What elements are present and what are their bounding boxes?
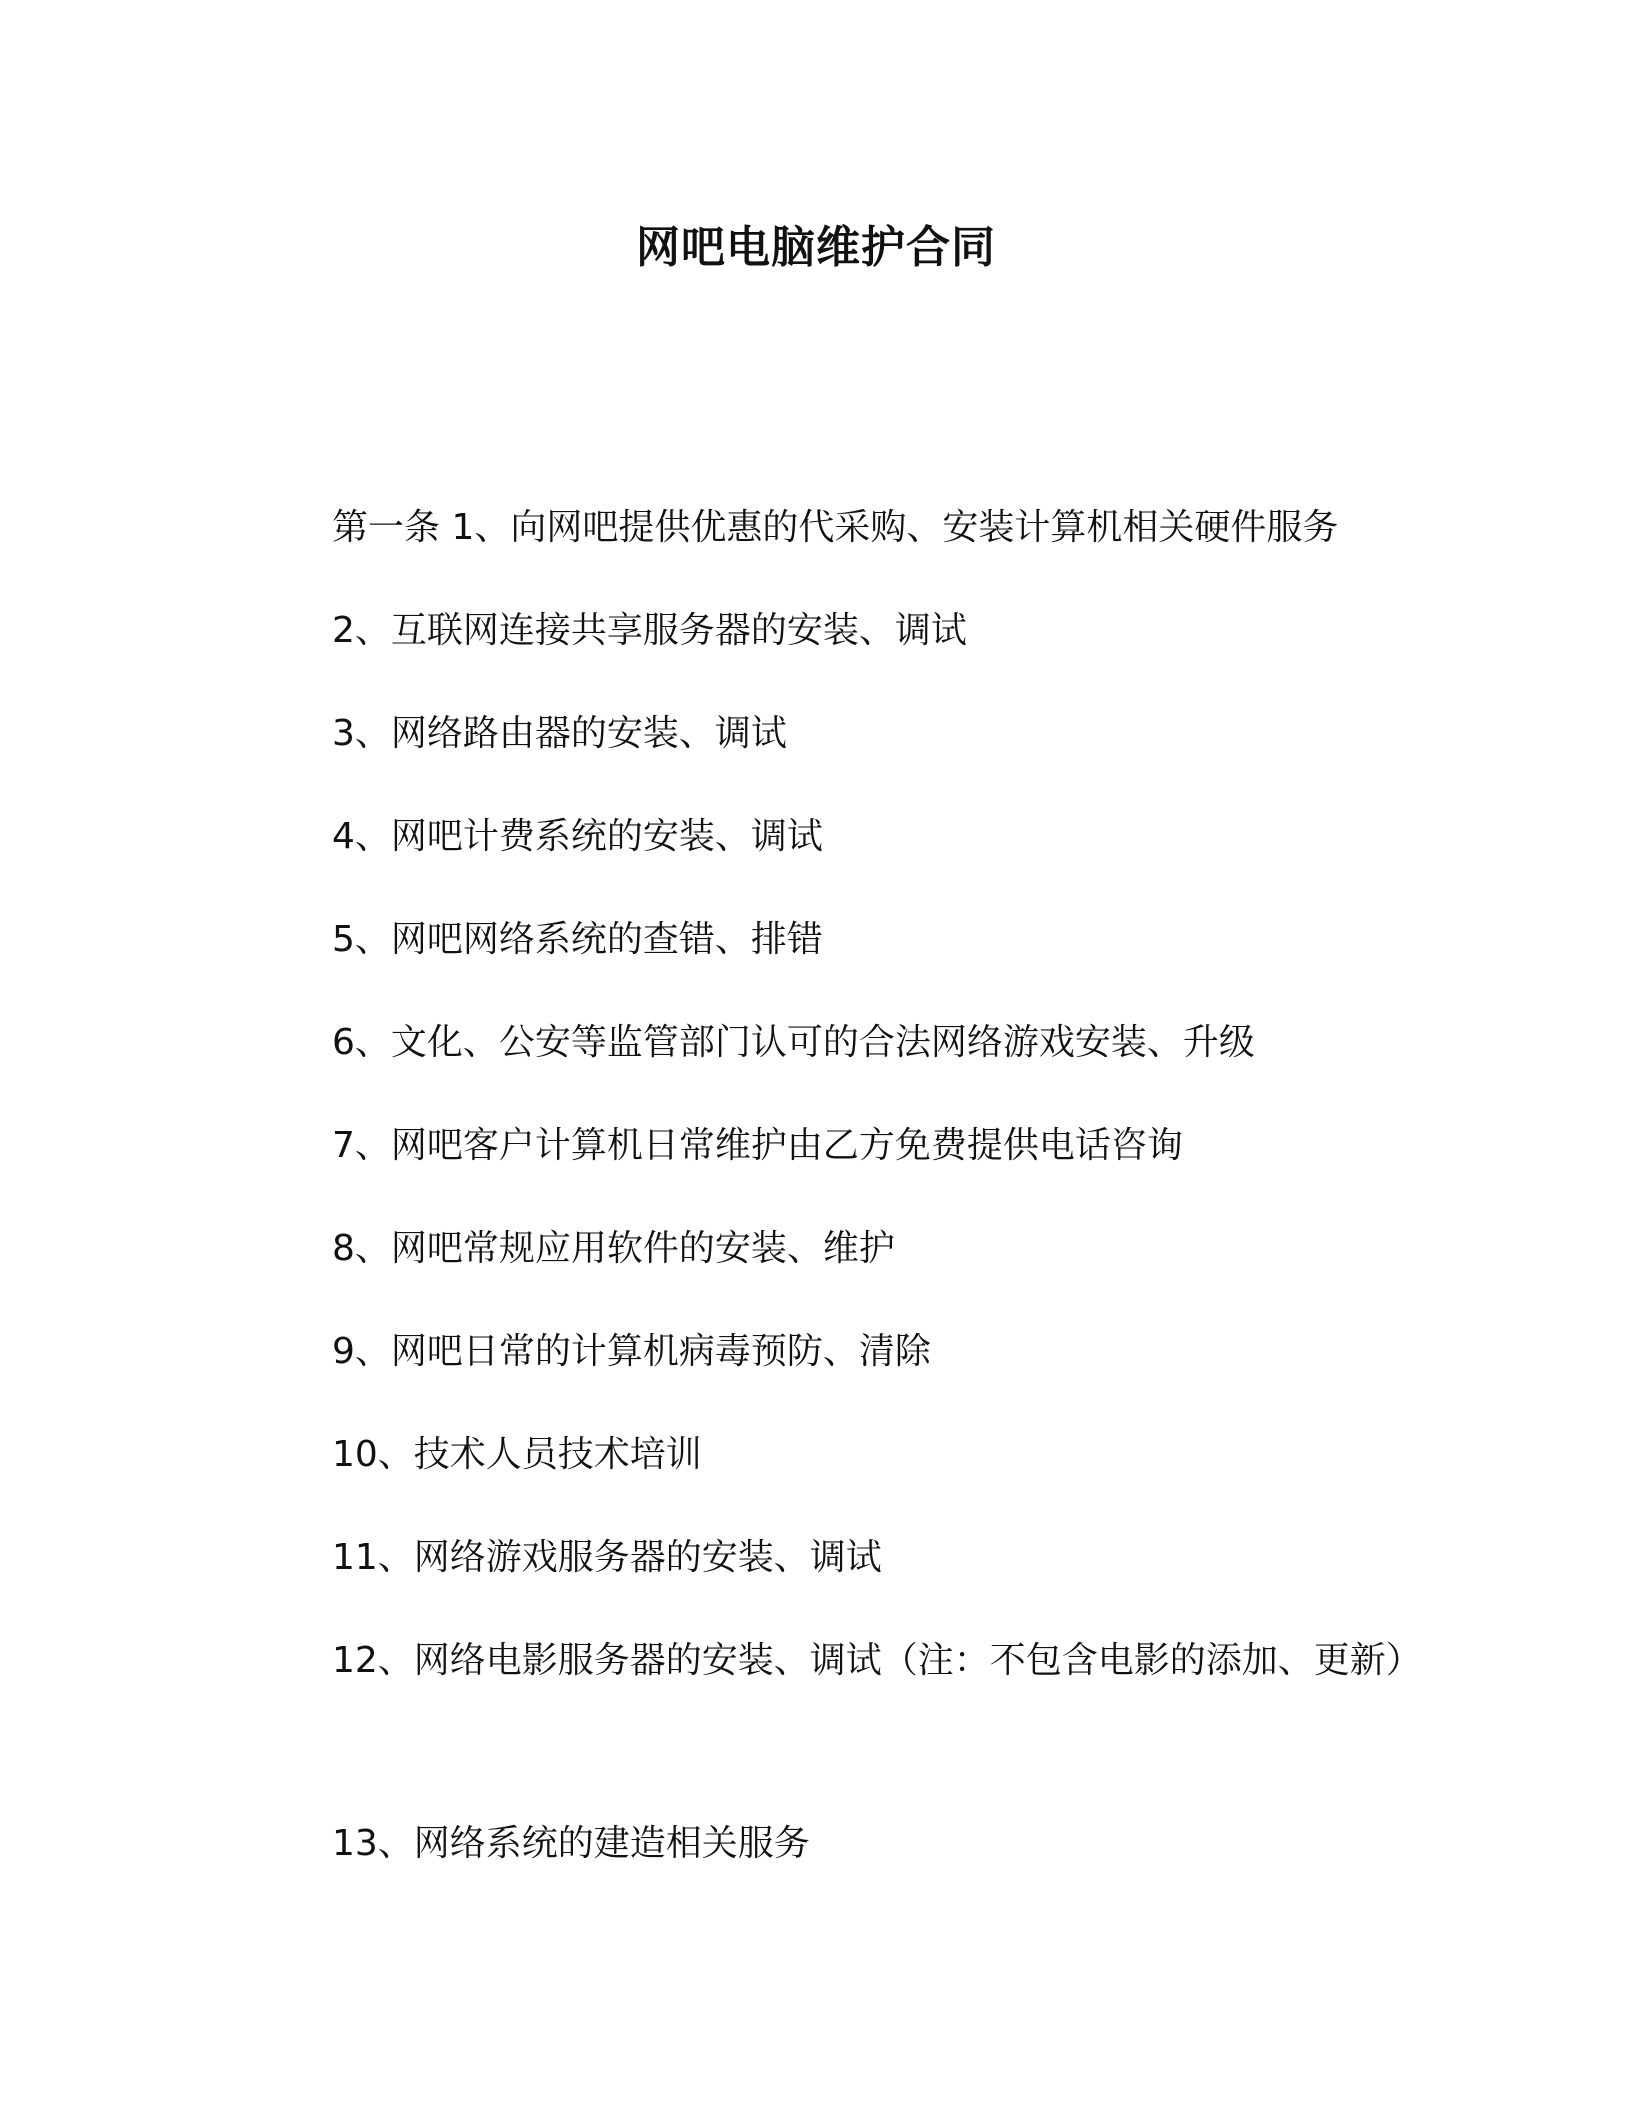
clause-13: 13、网络系统的建造相关服务 — [332, 1823, 810, 1864]
clause-11: 11、网络游戏服务器的安装、调试 — [332, 1537, 882, 1578]
document-title: 网吧电脑维护合同 — [636, 222, 996, 273]
clause-3: 3、网络路由器的安装、调试 — [332, 713, 787, 754]
clause-10: 10、技术人员技术培训 — [332, 1434, 702, 1475]
clause-12: 12、网络电影服务器的安装、调试（注：不包含电影的添加、更新） — [332, 1640, 1422, 1681]
clause-6: 6、文化、公安等监管部门认可的合法网络游戏安装、升级 — [332, 1022, 1255, 1063]
clause-7: 7、网吧客户计算机日常维护由乙方免费提供电话咨询 — [332, 1125, 1183, 1166]
clause-4: 4、网吧计费系统的安装、调试 — [332, 816, 823, 857]
clause-list — [236, 488, 1422, 1907]
clause-1: 第一条 1、向网吧提供优惠的代采购、安装计算机相关硬件服务 — [332, 507, 1339, 548]
clause-9: 9、网吧日常的计算机病毒预防、清除 — [332, 1331, 931, 1372]
clause-2: 2、互联网连接共享服务器的安装、调试 — [332, 610, 967, 651]
clause-8: 8、网吧常规应用软件的安装、维护 — [332, 1228, 895, 1269]
clause-5: 5、网吧网络系统的查错、排错 — [332, 919, 823, 960]
